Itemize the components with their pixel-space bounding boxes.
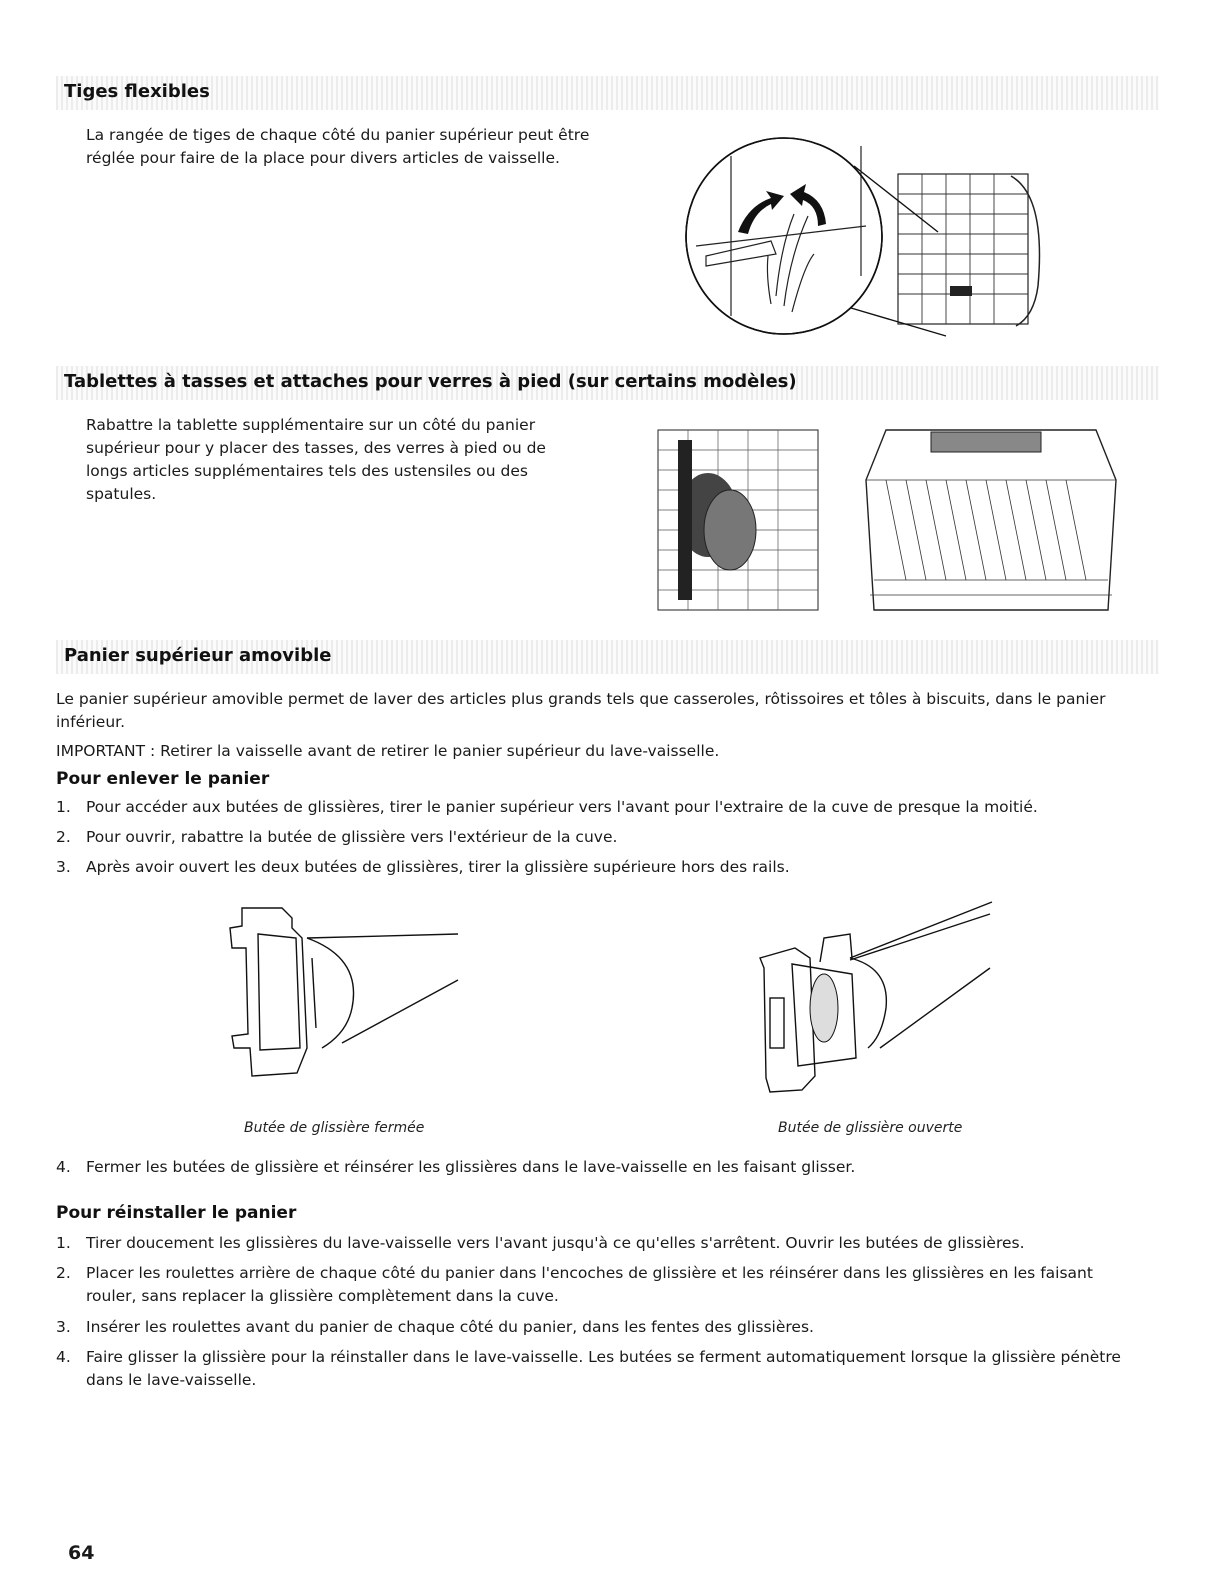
step-text: Fermer les butées de glissière et réinsérer les glissières dans le lave-vaisselle en les faisant glisser.	[86, 1158, 856, 1176]
tablettes-body: Rabattre la tablette supplémentaire sur un côté du panier supérieur pour y placer des tasses, des verres à pied ou de longs articles supplémentaires tels des ustensiles ou des spatules.	[86, 416, 546, 503]
tiges-body: La rangée de tiges de chaque côté du panier supérieur peut être réglée pour faire de la place pour divers articles de vaisselle.	[86, 126, 590, 167]
page-number: 64	[68, 1542, 95, 1564]
cup-shelf-side-illustration	[638, 420, 828, 615]
section-title-tiges: Tiges flexibles	[64, 81, 210, 102]
section-header-panier	[56, 640, 1159, 674]
section-header-tiges	[56, 76, 1159, 110]
step-number: 1.	[56, 1234, 71, 1252]
step-text: Pour ouvrir, rabattre la butée de glissière vers l'extérieur de la cuve.	[86, 828, 618, 846]
remove-heading: Pour enlever le panier	[56, 769, 270, 789]
panier-intro: Le panier supérieur amovible permet de laver des articles plus grands tels que casseroles, rôtissoires et tôles à biscuits, dans le panier inférieur.	[56, 690, 1106, 731]
step-text: Faire glisser la glissière pour la réinstaller dans le lave-vaisselle. Les butées se ferment automatiquement lorsque la glissière pénètre dans le lave-vaisselle.	[86, 1348, 1121, 1389]
section-title-panier: Panier supérieur amovible	[64, 645, 332, 666]
flexible-tines-illustration	[676, 136, 1056, 346]
slide-stop-closed-illustration	[212, 898, 472, 1098]
step-number: 2.	[56, 1264, 71, 1282]
step-text: Après avoir ouvert les deux butées de glissières, tirer la glissière supérieure hors des rails.	[86, 858, 790, 876]
step-number: 3.	[56, 1318, 71, 1336]
reinstall-heading: Pour réinstaller le panier	[56, 1203, 297, 1223]
step-number: 3.	[56, 858, 71, 876]
section-title-tablettes: Tablettes à tasses et attaches pour verres à pied (sur certains modèles)	[64, 371, 797, 392]
step-text: Tirer doucement les glissières du lave-vaisselle vers l'avant jusqu'à ce qu'elles s'arrêtent. Ouvrir les butées de glissières.	[86, 1234, 1025, 1252]
step-number: 2.	[56, 828, 71, 846]
step-number: 1.	[56, 798, 71, 816]
caption-closed: Butée de glissière fermée	[244, 1120, 425, 1136]
step-number: 4.	[56, 1158, 71, 1176]
step-number: 4.	[56, 1348, 71, 1366]
step-text: Placer les roulettes arrière de chaque côté du panier dans l'encoches de glissière et les réinsérer dans les glissières en les faisant rouler, sans replacer la glissière complètement dans la cuve.	[86, 1264, 1093, 1305]
step-text: Pour accéder aux butées de glissières, tirer le panier supérieur vers l'avant pour l'extraire de la cuve de presque la moitié.	[86, 798, 1038, 816]
step-text: Insérer les roulettes avant du panier de chaque côté du panier, dans les fentes des glissières.	[86, 1318, 814, 1336]
slide-stop-open-illustration	[740, 898, 1000, 1098]
caption-open: Butée de glissière ouverte	[778, 1120, 963, 1136]
panier-important: IMPORTANT : Retirer la vaisselle avant de retirer le panier supérieur du lave-vaisselle.	[56, 742, 720, 760]
upper-rack-illustration	[846, 420, 1126, 615]
section-header-tablettes	[56, 366, 1159, 400]
